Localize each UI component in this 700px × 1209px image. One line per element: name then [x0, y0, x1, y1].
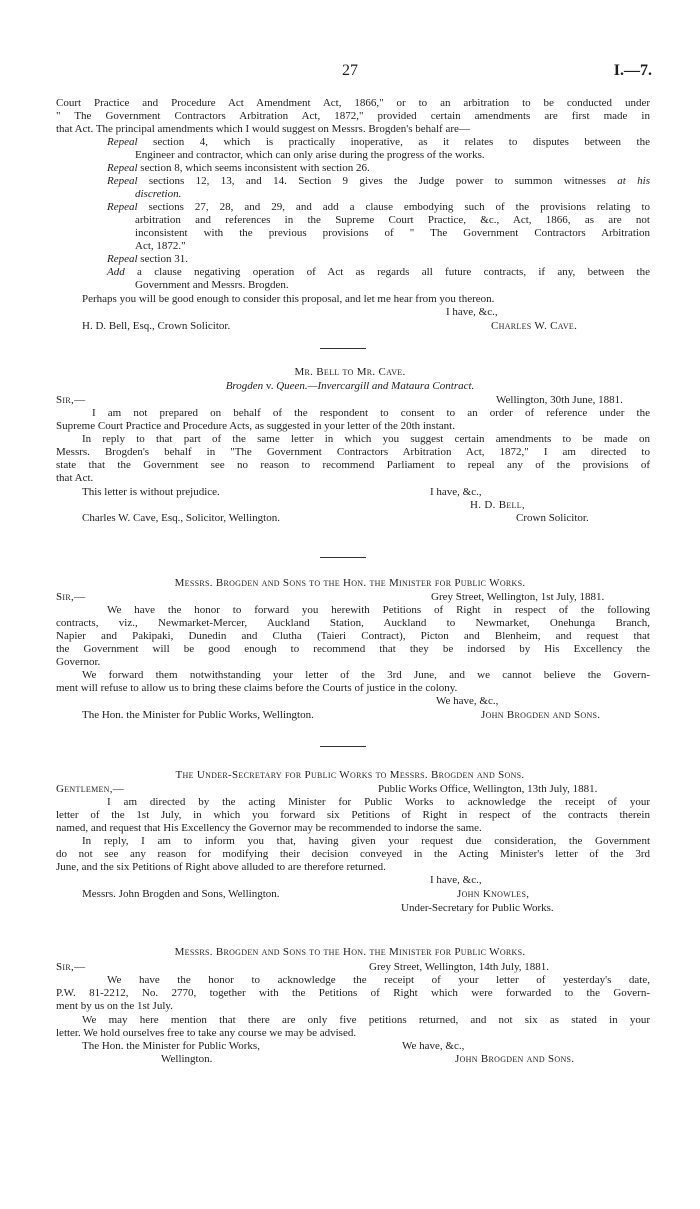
- letter-signer-title: Under-Secretary for Public Works.: [401, 902, 554, 914]
- amendment-item: [107, 201, 650, 214]
- text-line: Engineer and contractor, which can only arise during the progress of the works.: [135, 149, 485, 161]
- parliamentary-paper-reference: I.—7.: [613, 62, 652, 79]
- letter-closing: I have, &c.,: [430, 486, 482, 498]
- text-line: the Government will be good enough to recommend that they be indorsed by His Excellency the: [56, 643, 650, 655]
- text-line: state that the Government see no reason to recommend Parliament to repeal any of the provisions of: [56, 459, 650, 471]
- text-line: Supreme Court Practice and Procedure Acts, as suggested in your letter of the 20th instant.: [56, 420, 455, 432]
- text-line: arbitration and references in the Supreme Court Practice, &c., Act, 1866, as are not: [135, 214, 650, 226]
- amendment-keyword: Repeal: [107, 253, 138, 265]
- text-line: inconsistent with the previous provisions of " The Government Contractors Arbitration: [135, 227, 650, 239]
- text-line: discretion.: [135, 188, 182, 200]
- letter-closing: I have, &c.,: [430, 874, 482, 886]
- text-line: We have the honor to forward you herewith Petitions of Right in respect of the following: [107, 604, 650, 616]
- text-line: I am not prepared on behalf of the respondent to consent to an order of reference under the: [92, 407, 650, 419]
- letter-signer: H. D. Bell,: [470, 499, 525, 511]
- amendment-emphasis: at his: [617, 175, 650, 187]
- letter-closing: We have, &c.,: [402, 1040, 465, 1052]
- text-line: contracts, viz., Newmarket-Mercer, Auckland Station, Auckland to Newmarket, Onehunga Branch,: [56, 617, 650, 629]
- text-line: Court Practice and Procedure Act Amendment Act, 1866," or to an arbitration to be conducted under: [56, 97, 650, 109]
- text-line: Governor.: [56, 656, 101, 668]
- amendment-keyword: Repeal: [107, 175, 138, 187]
- letter-addressee: The Hon. the Minister for Public Works,: [82, 1040, 260, 1052]
- text-line: This letter is without prejudice.: [82, 486, 220, 498]
- letter-signer: John Knowles,: [457, 888, 530, 900]
- text-line: We may here mention that there are only five petitions returned, and not six as stated in your: [82, 1014, 650, 1026]
- page-number: 27: [342, 62, 358, 79]
- letter-signer: John Brogden and Sons.: [481, 709, 601, 721]
- text-line: In reply, I am to inform you that, having given your request due consideration, the Government: [82, 835, 650, 847]
- letter-signer-title: Crown Solicitor.: [516, 512, 589, 524]
- amendment-text: sections 27, 28, and 29, and add a clause embodying such of the provisions relating to: [137, 201, 650, 213]
- section-divider: [320, 557, 366, 558]
- text-line: do not see any reason for modifying their decision conveyed in the Acting Minister's letter of the 3rd: [56, 848, 650, 860]
- amendment-text: section 4, which is practically inoperative, as it relates to disputes between the: [137, 136, 650, 148]
- text-line: that Act. The principal amendments which I would suggest on Messrs. Brogden's behalf are—: [56, 123, 470, 135]
- letter-place-date: Public Works Office, Wellington, 13th July, 1881.: [378, 783, 598, 795]
- section-divider: [320, 746, 366, 747]
- amendment-keyword: Add: [107, 266, 125, 278]
- text-line: Messrs. Brogden's behalf in "The Government Contractors Arbitration Act, 1872," I am directed to: [56, 446, 650, 458]
- letter-salutation: Sir,—: [56, 591, 86, 603]
- letter-closing: I have, &c.,: [446, 306, 498, 318]
- text-line: letter. We hold ourselves free to take any course we may be advised.: [56, 1027, 357, 1039]
- letter-place-date: Grey Street, Wellington, 14th July, 1881.: [369, 961, 549, 973]
- text-line: " The Government Contractors Arbitration Act, 1872," provided certain amendments are first made in: [56, 110, 650, 122]
- text-line: Napier and Pakipaki, Dunedin and Clutha (Taieri Contract), Picton and Blenheim, and request that: [56, 630, 650, 642]
- letter-addressee: Charles W. Cave, Esq., Solicitor, Wellington.: [82, 512, 280, 524]
- letter-addressee: H. D. Bell, Esq., Crown Solicitor.: [82, 320, 231, 332]
- text-line: that Act.: [56, 472, 94, 484]
- letter-closing: We have, &c.,: [436, 695, 499, 707]
- letter-heading: Messrs. Brogden and Sons to the Hon. the Minister for Public Works.: [174, 946, 526, 958]
- amendment-item: [107, 136, 650, 149]
- letter-addressee: The Hon. the Minister for Public Works, Wellington.: [82, 709, 314, 721]
- letter-heading: Messrs. Brogden and Sons to the Hon. the Minister for Public Works.: [174, 577, 526, 589]
- text-line: We forward them notwithstanding your letter of the 3rd June, and we cannot believe the Govern-: [82, 669, 650, 681]
- section-divider: [320, 348, 366, 349]
- amendment-text: a clause negativing operation of Act as regards all future contracts, if any, between the: [124, 266, 650, 278]
- amendment-text: section 8, which seems inconsistent with section 26.: [137, 162, 370, 174]
- text-line: ment will refuse to allow us to bring these claims before the Courts of justice in the colony.: [56, 682, 458, 694]
- letter-heading: The Under-Secretary for Public Works to Messrs. Brogden and Sons.: [175, 769, 525, 781]
- letter-addressee: Messrs. John Brogden and Sons, Wellington.: [82, 888, 280, 900]
- letter-addressee-continued: Wellington.: [161, 1053, 213, 1065]
- text-line: In reply to that part of the same letter in which you suggest certain amendments to be made on: [82, 433, 650, 445]
- letter-place-date: Grey Street, Wellington, 1st July, 1881.: [431, 591, 605, 603]
- amendment-text: section 31.: [137, 253, 188, 265]
- amendment-item: [107, 162, 370, 175]
- letter-salutation: Sir,—: [56, 961, 86, 973]
- letter-salutation: Sir,—: [56, 394, 86, 406]
- text-line: letter of the 1st July, in which you forward six Petitions of Right in respect of the contracts therein: [56, 809, 650, 821]
- amendment-keyword: Repeal: [107, 201, 138, 213]
- letter-place-date: Wellington, 30th June, 1881.: [496, 394, 623, 406]
- amendment-text: sections 12, 13, and 14. Section 9 gives the Judge power to summon witnesses: [137, 175, 618, 187]
- amendment-item: [107, 253, 188, 266]
- text-line: June, and the six Petitions of Right above alluded to are therefore returned.: [56, 861, 386, 873]
- amendment-item: [107, 175, 650, 188]
- text-line: named, and request that His Excellency the Governor may be recommended to indorse the same.: [56, 822, 482, 834]
- letter-heading: Mr. Bell to Mr. Cave.: [294, 366, 406, 378]
- letter-signer: Charles W. Cave.: [491, 320, 578, 332]
- letter-signer: John Brogden and Sons.: [455, 1053, 575, 1065]
- letter-salutation: Gentlemen,—: [56, 783, 125, 795]
- text-line: P.W. 81-2212, No. 2770, together with the Petitions of Right which were forwarded to the Govern-: [56, 987, 650, 999]
- amendment-item: [107, 266, 650, 279]
- letter-subheading: Brogden v. Queen.—Invercargill and Mataura Contract.: [225, 380, 475, 392]
- text-line: Act, 1872.": [135, 240, 186, 252]
- amendment-keyword: Repeal: [107, 162, 138, 174]
- text-line: Government and Messrs. Brogden.: [135, 279, 289, 291]
- text-line: ment by us on the 1st July.: [56, 1000, 173, 1012]
- amendment-keyword: Repeal: [107, 136, 138, 148]
- text-line: Perhaps you will be good enough to consider this proposal, and let me hear from you thereon.: [82, 293, 495, 305]
- text-line: I am directed by the acting Minister for Public Works to acknowledge the receipt of your: [107, 796, 650, 808]
- text-line: We have the honor to acknowledge the receipt of your letter of yesterday's date,: [107, 974, 650, 986]
